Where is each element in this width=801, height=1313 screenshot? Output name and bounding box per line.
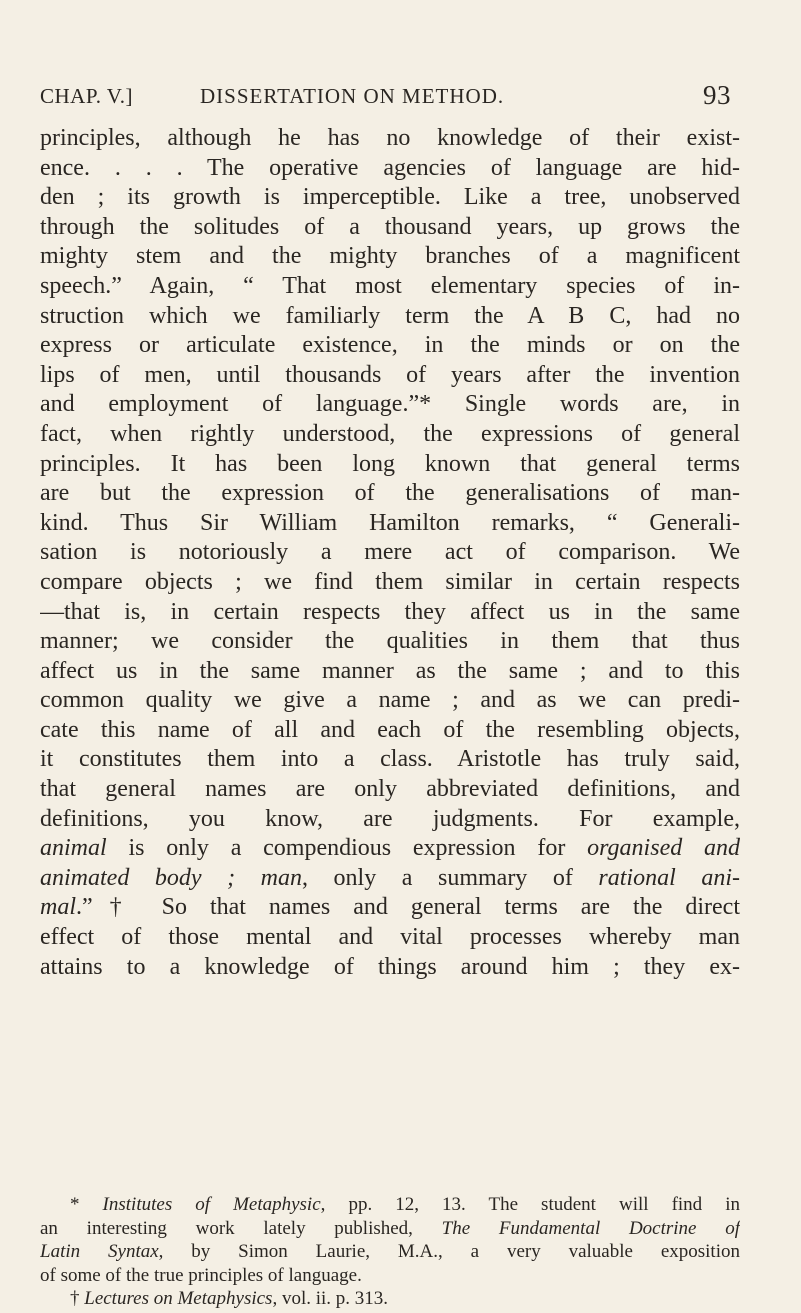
italic-term: rational ani- [598, 864, 740, 891]
text-line: principles, although he has no knowledge of their exist- [40, 125, 740, 151]
text-line: principles. It has been long known that general terms [40, 450, 740, 477]
text-line: affect us in the same manner as the same ; and to this [40, 657, 740, 684]
text-line: and employment of language.”* Single words are, in [40, 391, 740, 418]
text-line: manner; we consider the qualities in them that thus [40, 628, 740, 655]
text-line: effect of those mental and vital processes whereby man [40, 924, 740, 951]
text-run: , by Simon Laurie, M.A., a very valuable exposition [158, 1241, 740, 1262]
text-line: definitions, you know, are judgments. For example, [40, 805, 740, 832]
text-run: .”† So that names and general terms are the direct [76, 894, 740, 921]
cited-title: Institutes of Metaphysic [102, 1194, 321, 1215]
cited-title: Lectures on Metaphysics [84, 1288, 273, 1309]
text-line [40, 893, 740, 923]
text-line [40, 864, 740, 894]
text-line: —that is, in certain respects they affect us in the same [40, 598, 740, 625]
running-header [40, 80, 731, 114]
text-line: it constitutes them into a class. Aristotle has truly said, [40, 746, 740, 773]
text-line: fact, when rightly understood, the expressions of general [40, 420, 740, 447]
text-run: , only a summary of [301, 864, 599, 891]
text-line: sation is notoriously a mere act of comparison. We [40, 539, 740, 566]
text-line: struction which we familiarly term the A B C, had no [40, 302, 740, 329]
text-line: cate this name of all and each of the resembling objects, [40, 716, 740, 743]
footnotes [40, 1193, 740, 1311]
chapter-label: CHAP. V.] [40, 84, 134, 108]
footnote-line: of some of the true principles of language. [40, 1264, 362, 1286]
footnote-line [40, 1287, 740, 1311]
text-run: , vol. ii. p. 313. [272, 1288, 389, 1309]
text-run: an interesting work lately published, [40, 1217, 442, 1239]
text-line: are but the expression of the generalisations of man- [40, 480, 740, 507]
text-line [40, 834, 740, 864]
text-line: that general names are only abbreviated definitions, and [40, 776, 740, 803]
text-line: common quality we give a name ; and as we can predi- [40, 687, 740, 714]
cited-title: The Fundamental Doctrine of [441, 1217, 740, 1239]
italic-term: animated body ; man [40, 864, 302, 891]
text-run: is only a compendious expression for [106, 835, 588, 862]
italic-term: organised and [587, 835, 740, 862]
footnote-line [40, 1240, 740, 1264]
text-run: , pp. 12, 13. The student will find in [320, 1194, 740, 1215]
text-line: lips of men, until thousands of years after the invention [40, 361, 740, 388]
footnote-marker: * [70, 1194, 103, 1215]
cited-title: Latin Syntax [40, 1241, 159, 1262]
footnote-line [40, 1193, 740, 1217]
text-line: speech.” Again, “ That most elementary species of in- [40, 272, 740, 299]
text-line: compare objects ; we find them similar in certain respects [40, 568, 740, 595]
text-line: attains to a knowledge of things around him ; they ex- [40, 953, 740, 980]
body-text [40, 124, 740, 982]
text-line: ence. . . . The operative agencies of language are hid- [40, 154, 740, 181]
text-line: den ; its growth is imperceptible. Like a tree, unobserved [40, 184, 740, 211]
italic-term: mal [40, 894, 76, 921]
text-line: through the solitudes of a thousand years, up grows the [40, 213, 740, 240]
running-title: DISSERTATION ON METHOD. [200, 84, 505, 108]
text-line: mighty stem and the mighty branches of a magnificent [40, 243, 740, 270]
page-number: 93 [703, 80, 731, 110]
footnote-line [40, 1217, 740, 1241]
text-line: express or articulate existence, in the minds or on the [40, 332, 740, 359]
footnote-marker: † [70, 1288, 85, 1309]
text-line: kind. Thus Sir William Hamilton remarks, “ Generali- [40, 509, 740, 536]
italic-term: animal [40, 835, 107, 862]
